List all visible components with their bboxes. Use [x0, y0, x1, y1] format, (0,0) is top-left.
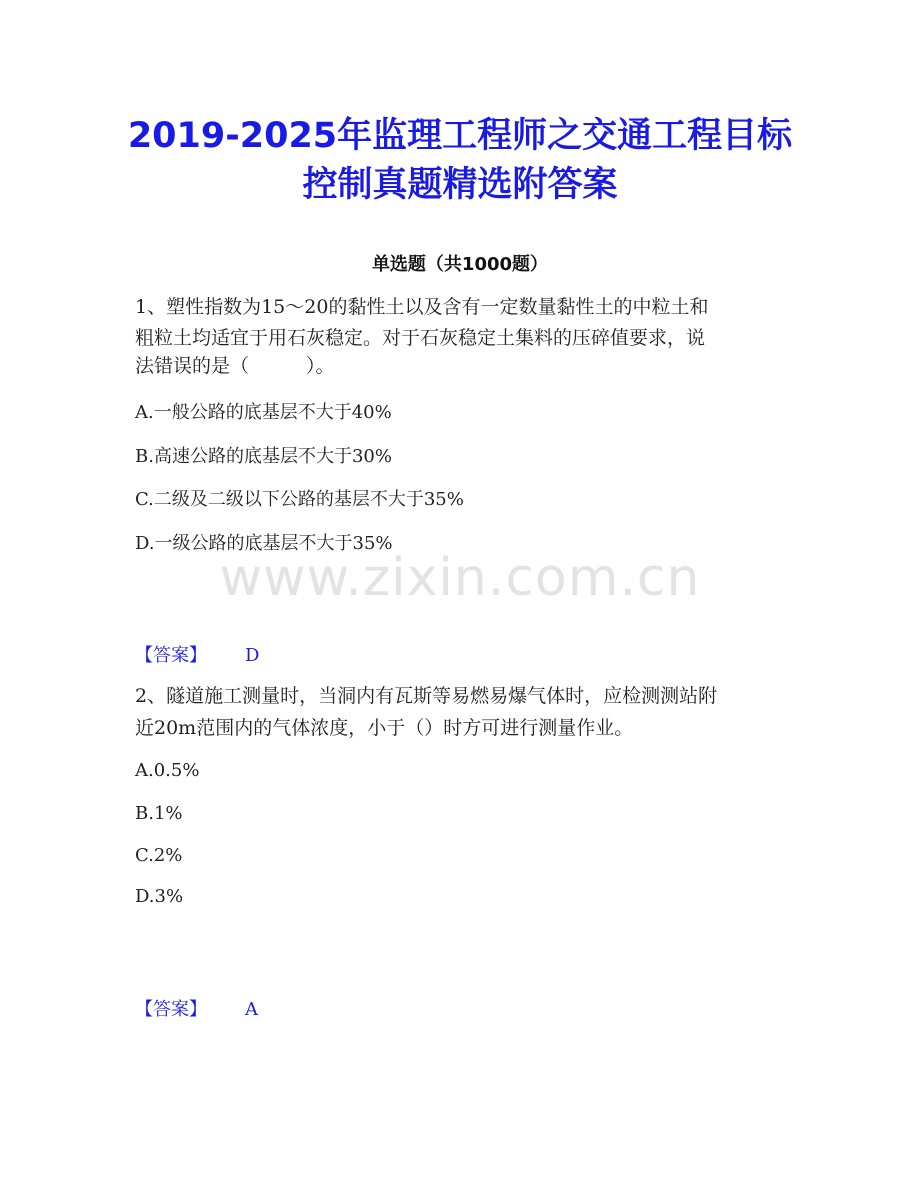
- answer-value: A: [245, 999, 258, 1020]
- question-2-option-d: D.3%: [135, 886, 184, 907]
- question-2-option-c: C.2%: [135, 845, 183, 866]
- document-title-line-2: 控制真题精选附答案: [302, 165, 618, 205]
- question-2-option-a: A.0.5%: [135, 760, 200, 781]
- question-2-stem-line-2: 近20m范围内的气体浓度，小于（）时方可进行测量作业。: [135, 717, 634, 739]
- question-1-option-a: A.一般公路的底基层不大于40%: [135, 402, 392, 423]
- question-1-stem-line-3: 法错误的是（ ）。: [135, 355, 335, 377]
- answer-label: 【答案】: [135, 999, 207, 1020]
- document-title-line-1: 2019-2025年监理工程师之交通工程目标: [127, 116, 793, 156]
- question-1-option-d: D.一级公路的底基层不大于35%: [135, 533, 393, 554]
- question-1-option-c: C.二级及二级以下公路的基层不大于35%: [135, 489, 464, 510]
- question-1-stem-line-2: 粗粒土均适宜于用石灰稳定。对于石灰稳定土集料的压碎值要求，说: [135, 327, 706, 349]
- question-1-answer: [135, 641, 259, 667]
- answer-label: 【答案】: [135, 645, 207, 666]
- question-1-option-b: B.高速公路的底基层不大于30%: [135, 446, 392, 467]
- question-2-option-b: B.1%: [135, 803, 183, 824]
- answer-value: D: [245, 645, 260, 666]
- section-heading: 单选题（共1000题）: [371, 254, 549, 275]
- watermark: www.zixin.com.cn: [219, 548, 701, 608]
- question-2-answer: [135, 995, 258, 1021]
- question-2-stem-line-1: 2、隧道施工测量时，当洞内有瓦斯等易燃易爆气体时，应检测测站附: [135, 685, 718, 707]
- question-1-stem-line-1: 1、塑性指数为15～20的黏性土以及含有一定数量黏性土的中粒土和: [135, 296, 709, 318]
